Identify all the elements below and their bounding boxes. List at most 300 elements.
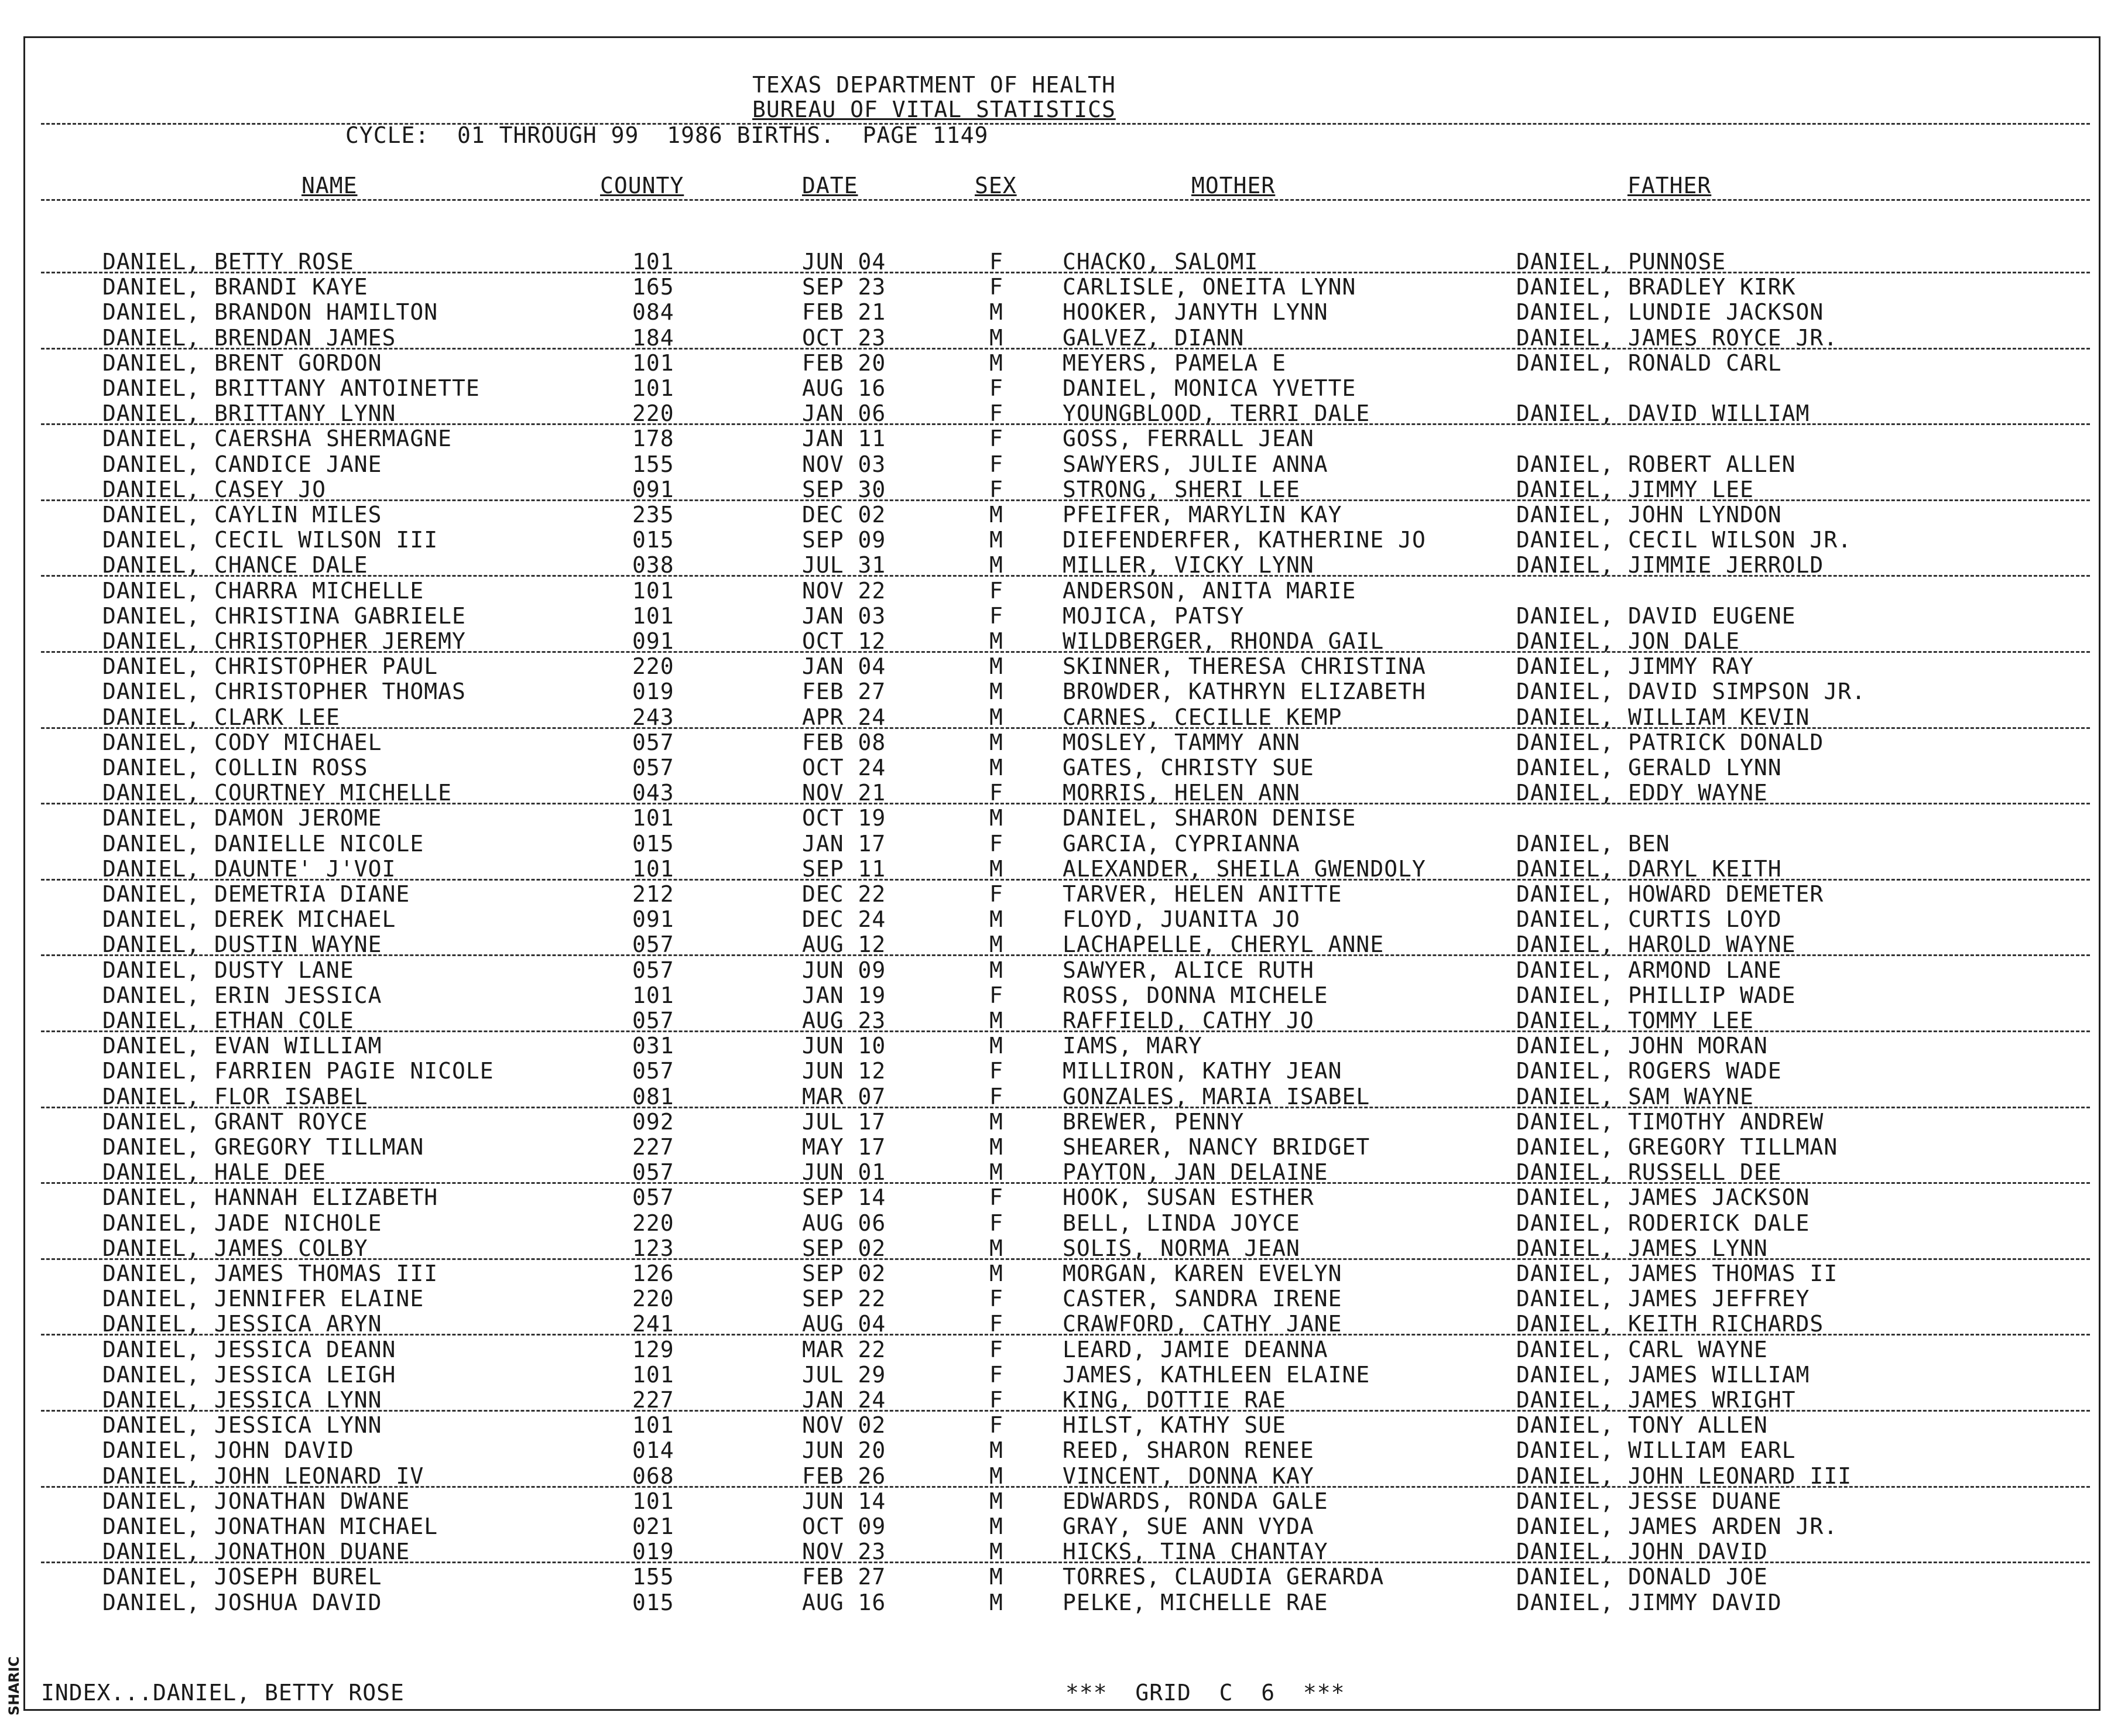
table-row bbox=[0, 477, 2128, 502]
cell-name: DANIEL, CHANCE DALE bbox=[102, 552, 368, 578]
cell-mother: MORGAN, KAREN EVELYN bbox=[1063, 1261, 1342, 1286]
cell-sex: F bbox=[989, 451, 1003, 477]
cell-mother: ROSS, DONNA MICHELE bbox=[1063, 982, 1328, 1008]
cell-name: DANIEL, BETTY ROSE bbox=[102, 249, 354, 275]
cell-mother: TORRES, CLAUDIA GERARDA bbox=[1063, 1564, 1385, 1590]
cell-father: DANIEL, WILLIAM EARL bbox=[1516, 1437, 1796, 1464]
cell-sex: M bbox=[989, 1235, 1003, 1261]
cell-county: 235 bbox=[632, 502, 674, 528]
cell-county: 101 bbox=[632, 577, 674, 604]
table-row bbox=[0, 1211, 2128, 1235]
table-row bbox=[0, 755, 2128, 780]
cycle-line: CYCLE: 01 THROUGH 99 1986 BIRTHS. PAGE 1149 bbox=[345, 122, 989, 148]
cell-father: DANIEL, CARL WAYNE bbox=[1516, 1336, 1768, 1362]
cell-county: 101 bbox=[632, 1488, 674, 1514]
cell-date: MAR 22 bbox=[802, 1336, 886, 1362]
cell-mother: CASTER, SANDRA IRENE bbox=[1063, 1286, 1342, 1312]
cell-county: 057 bbox=[632, 957, 674, 983]
cell-sex: F bbox=[989, 881, 1003, 907]
cell-mother: MEYERS, PAMELA E bbox=[1063, 350, 1287, 376]
cell-county: 031 bbox=[632, 1033, 674, 1059]
cell-sex: M bbox=[989, 1463, 1003, 1489]
cell-date: JAN 03 bbox=[802, 602, 886, 629]
cell-father: DANIEL, RUSSELL DEE bbox=[1516, 1159, 1782, 1186]
table-row bbox=[0, 502, 2128, 527]
cell-mother: PAYTON, JAN DELAINE bbox=[1063, 1159, 1328, 1186]
cell-mother: BREWER, PENNY bbox=[1063, 1108, 1245, 1135]
cell-date: FEB 20 bbox=[802, 350, 886, 376]
cell-county: 057 bbox=[632, 729, 674, 755]
cell-sex: F bbox=[989, 400, 1003, 427]
cell-date: AUG 12 bbox=[802, 932, 886, 958]
cell-sex: F bbox=[989, 1083, 1003, 1110]
table-row bbox=[0, 1033, 2128, 1058]
cell-name: DANIEL, BRENT GORDON bbox=[102, 350, 382, 376]
cell-date: AUG 16 bbox=[802, 1589, 886, 1615]
cell-sex: M bbox=[989, 855, 1003, 882]
cell-sex: M bbox=[989, 628, 1003, 654]
cell-county: 057 bbox=[632, 1008, 674, 1033]
cell-date: OCT 09 bbox=[802, 1514, 886, 1539]
cell-date: OCT 24 bbox=[802, 755, 886, 780]
cell-sex: M bbox=[989, 704, 1003, 730]
cell-county: 091 bbox=[632, 628, 674, 654]
cell-mother: DANIEL, MONICA YVETTE bbox=[1063, 375, 1356, 401]
table-row bbox=[0, 553, 2128, 577]
col-name-header: NAME bbox=[301, 173, 358, 198]
cell-sex: M bbox=[989, 1514, 1003, 1539]
cell-name: DANIEL, JAMES THOMAS III bbox=[102, 1261, 438, 1286]
cell-mother: HOOK, SUSAN ESTHER bbox=[1063, 1184, 1314, 1211]
table-row bbox=[0, 705, 2128, 730]
cell-father: DANIEL, JAMES WILLIAM bbox=[1516, 1361, 1810, 1388]
cell-date: MAR 07 bbox=[802, 1083, 886, 1110]
cell-sex: M bbox=[989, 1564, 1003, 1590]
cell-county: 019 bbox=[632, 679, 674, 705]
cell-date: JAN 19 bbox=[802, 982, 886, 1008]
cell-sex: F bbox=[989, 249, 1003, 275]
cell-name: DANIEL, CASEY JO bbox=[102, 476, 327, 502]
cell-sex: F bbox=[989, 602, 1003, 629]
cell-county: 155 bbox=[632, 451, 674, 477]
cell-county: 129 bbox=[632, 1336, 674, 1362]
cell-father: DANIEL, TOMMY LEE bbox=[1516, 1008, 1754, 1033]
cell-name: DANIEL, JESSICA DEANN bbox=[102, 1336, 396, 1362]
cell-date: DEC 22 bbox=[802, 881, 886, 907]
cell-county: 243 bbox=[632, 704, 674, 730]
cell-county: 015 bbox=[632, 1589, 674, 1615]
cell-county: 057 bbox=[632, 1058, 674, 1084]
cell-sex: F bbox=[989, 426, 1003, 452]
cell-father: DANIEL, JIMMY LEE bbox=[1516, 476, 1754, 502]
cell-county: 220 bbox=[632, 653, 674, 680]
cell-county: 015 bbox=[632, 527, 674, 553]
cell-county: 101 bbox=[632, 350, 674, 376]
cell-name: DANIEL, JONATHON DUANE bbox=[102, 1539, 410, 1565]
cell-father: DANIEL, CECIL WILSON JR. bbox=[1516, 527, 1852, 553]
cell-name: DANIEL, DEREK MICHAEL bbox=[102, 906, 396, 933]
table-row bbox=[0, 679, 2128, 704]
table-row bbox=[0, 326, 2128, 350]
cell-county: 155 bbox=[632, 1564, 674, 1590]
cell-date: JAN 04 bbox=[802, 653, 886, 680]
cell-father: DANIEL, DAVID SIMPSON JR. bbox=[1516, 679, 1866, 705]
cell-mother: SKINNER, THERESA CHRISTINA bbox=[1063, 653, 1426, 680]
cell-name: DANIEL, DUSTIN WAYNE bbox=[102, 932, 382, 958]
cell-father: DANIEL, BEN bbox=[1516, 830, 1670, 857]
table-row bbox=[0, 1413, 2128, 1437]
cell-county: 101 bbox=[632, 982, 674, 1008]
cell-date: OCT 19 bbox=[802, 805, 886, 831]
cell-county: 101 bbox=[632, 1361, 674, 1388]
cell-mother: RAFFIELD, CATHY JO bbox=[1063, 1008, 1314, 1033]
cell-date: SEP 22 bbox=[802, 1286, 886, 1312]
table-row bbox=[0, 932, 2128, 957]
table-row bbox=[0, 1388, 2128, 1412]
cell-county: 068 bbox=[632, 1463, 674, 1489]
cell-father: DANIEL, DONALD JOE bbox=[1516, 1564, 1768, 1590]
cell-date: OCT 23 bbox=[802, 324, 886, 351]
cell-county: 126 bbox=[632, 1261, 674, 1286]
cell-sex: F bbox=[989, 375, 1003, 401]
cell-sex: M bbox=[989, 729, 1003, 755]
table-row bbox=[0, 1590, 2128, 1615]
cell-sex: M bbox=[989, 906, 1003, 933]
cell-date: NOV 23 bbox=[802, 1539, 886, 1565]
cell-county: 101 bbox=[632, 855, 674, 882]
col-father-header: FATHER bbox=[1627, 173, 1712, 198]
cell-mother: DANIEL, SHARON DENISE bbox=[1063, 805, 1356, 831]
cell-date: JAN 06 bbox=[802, 400, 886, 427]
cell-sex: M bbox=[989, 1488, 1003, 1514]
cell-father: DANIEL, DAVID WILLIAM bbox=[1516, 400, 1810, 427]
cell-county: 014 bbox=[632, 1437, 674, 1464]
table-row bbox=[0, 426, 2128, 451]
cell-name: DANIEL, JONATHAN DWANE bbox=[102, 1488, 410, 1514]
cell-father: DANIEL, PUNNOSE bbox=[1516, 249, 1726, 275]
cell-name: DANIEL, HALE DEE bbox=[102, 1159, 327, 1186]
cell-name: DANIEL, CHRISTOPHER THOMAS bbox=[102, 679, 466, 705]
cell-mother: MILLER, VICKY LYNN bbox=[1063, 552, 1314, 578]
cell-mother: MORRIS, HELEN ANN bbox=[1063, 780, 1300, 806]
cell-date: JUN 01 bbox=[802, 1159, 886, 1186]
cell-date: JUN 09 bbox=[802, 957, 886, 983]
table-row bbox=[0, 1464, 2128, 1488]
cell-date: NOV 22 bbox=[802, 577, 886, 604]
cell-sex: M bbox=[989, 502, 1003, 528]
cell-sex: F bbox=[989, 1336, 1003, 1362]
cell-date: FEB 08 bbox=[802, 729, 886, 755]
table-row bbox=[0, 780, 2128, 805]
table-row bbox=[0, 1185, 2128, 1210]
cell-father: DANIEL, ROBERT ALLEN bbox=[1516, 451, 1796, 477]
cell-father: DANIEL, HOWARD DEMETER bbox=[1516, 881, 1824, 907]
cell-date: NOV 21 bbox=[802, 780, 886, 806]
cell-name: DANIEL, DAUNTE' J'VOI bbox=[102, 855, 396, 882]
cell-name: DANIEL, CODY MICHAEL bbox=[102, 729, 382, 755]
cell-sex: F bbox=[989, 780, 1003, 806]
cell-date: SEP 14 bbox=[802, 1184, 886, 1211]
table-row bbox=[0, 1489, 2128, 1514]
table-row bbox=[0, 1286, 2128, 1311]
table-row bbox=[0, 275, 2128, 299]
cell-father: DANIEL, JIMMY RAY bbox=[1516, 653, 1754, 680]
row-divider bbox=[41, 575, 2090, 577]
stamp-text: SHARIC bbox=[6, 1656, 22, 1716]
cell-name: DANIEL, ERIN JESSICA bbox=[102, 982, 382, 1008]
cell-mother: BELL, LINDA JOYCE bbox=[1063, 1210, 1300, 1236]
cell-date: AUG 23 bbox=[802, 1008, 886, 1033]
row-divider bbox=[41, 727, 2090, 729]
table-row bbox=[0, 907, 2128, 932]
cell-date: APR 24 bbox=[802, 704, 886, 730]
table-row bbox=[0, 629, 2128, 653]
bureau-title: BUREAU OF VITAL STATISTICS bbox=[752, 97, 1116, 122]
cell-date: AUG 16 bbox=[802, 375, 886, 401]
cell-date: SEP 11 bbox=[802, 855, 886, 882]
table-row bbox=[0, 604, 2128, 628]
table-row bbox=[0, 376, 2128, 400]
cell-father: DANIEL, SAM WAYNE bbox=[1516, 1083, 1754, 1110]
cell-date: DEC 02 bbox=[802, 502, 886, 528]
row-divider bbox=[41, 1030, 2090, 1032]
row-divider bbox=[41, 1410, 2090, 1412]
cell-sex: M bbox=[989, 527, 1003, 553]
cell-mother: LACHAPELLE, CHERYL ANNE bbox=[1063, 932, 1385, 958]
cell-mother: PFEIFER, MARYLIN KAY bbox=[1063, 502, 1342, 528]
cell-father: DANIEL, JAMES JEFFREY bbox=[1516, 1286, 1810, 1312]
table-row bbox=[0, 806, 2128, 830]
cell-date: MAY 17 bbox=[802, 1134, 886, 1160]
table-row bbox=[0, 654, 2128, 679]
cell-father: DANIEL, ARMOND LANE bbox=[1516, 957, 1782, 983]
cell-mother: CRAWFORD, CATHY JANE bbox=[1063, 1311, 1342, 1337]
table-row bbox=[0, 1236, 2128, 1261]
cell-name: DANIEL, JESSICA ARYN bbox=[102, 1311, 382, 1337]
cell-county: 220 bbox=[632, 1210, 674, 1236]
grid-label: *** GRID C 6 *** bbox=[1065, 1680, 1345, 1706]
cell-sex: M bbox=[989, 1159, 1003, 1186]
cell-mother: GALVEZ, DIANN bbox=[1063, 324, 1245, 351]
cell-father: DANIEL, HAROLD WAYNE bbox=[1516, 932, 1796, 958]
cell-name: DANIEL, CECIL WILSON III bbox=[102, 527, 438, 553]
cell-date: FEB 27 bbox=[802, 1564, 886, 1590]
cell-mother: GARCIA, CYPRIANNA bbox=[1063, 830, 1300, 857]
cell-county: 038 bbox=[632, 552, 674, 578]
cell-sex: M bbox=[989, 1134, 1003, 1160]
cell-name: DANIEL, JOSEPH BUREL bbox=[102, 1564, 382, 1590]
cell-sex: M bbox=[989, 1437, 1003, 1464]
cell-date: JAN 11 bbox=[802, 426, 886, 452]
table-row bbox=[0, 1337, 2128, 1362]
cell-father: DANIEL, LUNDIE JACKSON bbox=[1516, 299, 1824, 326]
row-divider bbox=[41, 1562, 2090, 1563]
cell-name: DANIEL, JOHN LEONARD IV bbox=[102, 1463, 424, 1489]
cell-county: 084 bbox=[632, 299, 674, 326]
cell-name: DANIEL, FLOR ISABEL bbox=[102, 1083, 368, 1110]
cell-mother: ANDERSON, ANITA MARIE bbox=[1063, 577, 1356, 604]
columns-divider bbox=[41, 199, 2090, 201]
cell-date: SEP 02 bbox=[802, 1235, 886, 1261]
cell-father: DANIEL, JIMMIE JERROLD bbox=[1516, 552, 1824, 578]
cell-county: 101 bbox=[632, 249, 674, 275]
cell-father: DANIEL, PHILLIP WADE bbox=[1516, 982, 1796, 1008]
cell-mother: TARVER, HELEN ANITTE bbox=[1063, 881, 1342, 907]
cell-county: 081 bbox=[632, 1083, 674, 1110]
row-divider bbox=[41, 879, 2090, 881]
cell-mother: SAWYERS, JULIE ANNA bbox=[1063, 451, 1328, 477]
cell-mother: SOLIS, NORMA JEAN bbox=[1063, 1235, 1300, 1261]
cell-sex: F bbox=[989, 577, 1003, 604]
row-divider bbox=[41, 1182, 2090, 1184]
cell-mother: BROWDER, KATHRYN ELIZABETH bbox=[1063, 679, 1426, 705]
cell-county: 043 bbox=[632, 780, 674, 806]
row-divider bbox=[41, 1258, 2090, 1260]
cell-sex: M bbox=[989, 755, 1003, 780]
cell-mother: KING, DOTTIE RAE bbox=[1063, 1387, 1287, 1413]
cell-date: SEP 23 bbox=[802, 274, 886, 300]
cell-name: DANIEL, JOSHUA DAVID bbox=[102, 1589, 382, 1615]
cell-mother: YOUNGBLOOD, TERRI DALE bbox=[1063, 400, 1370, 427]
cell-name: DANIEL, JONATHAN MICHAEL bbox=[102, 1514, 438, 1539]
table-row bbox=[0, 730, 2128, 755]
cell-sex: M bbox=[989, 1008, 1003, 1033]
row-divider bbox=[41, 1107, 2090, 1108]
cell-county: 178 bbox=[632, 426, 674, 452]
cell-sex: M bbox=[989, 1033, 1003, 1059]
cell-name: DANIEL, JADE NICHOLE bbox=[102, 1210, 382, 1236]
cell-sex: M bbox=[989, 679, 1003, 705]
cell-name: DANIEL, BRENDAN JAMES bbox=[102, 324, 396, 351]
cell-sex: M bbox=[989, 1108, 1003, 1135]
cell-date: AUG 04 bbox=[802, 1311, 886, 1337]
col-date-header: DATE bbox=[802, 173, 858, 198]
row-divider bbox=[41, 651, 2090, 653]
cell-mother: GRAY, SUE ANN VYDA bbox=[1063, 1514, 1314, 1539]
table-row bbox=[0, 528, 2128, 552]
cell-sex: F bbox=[989, 1058, 1003, 1084]
row-divider bbox=[41, 348, 2090, 350]
cell-name: DANIEL, COLLIN ROSS bbox=[102, 755, 368, 780]
cell-father: DANIEL, JAMES LYNN bbox=[1516, 1235, 1768, 1261]
cell-mother: EDWARDS, RONDA GALE bbox=[1063, 1488, 1328, 1514]
col-county-header: COUNTY bbox=[600, 173, 684, 198]
table-row bbox=[0, 1135, 2128, 1159]
cell-name: DANIEL, GREGORY TILLMAN bbox=[102, 1134, 424, 1160]
cell-father: DANIEL, CURTIS LOYD bbox=[1516, 906, 1782, 933]
cell-name: DANIEL, DUSTY LANE bbox=[102, 957, 354, 983]
cell-county: 101 bbox=[632, 1412, 674, 1439]
cell-sex: F bbox=[989, 982, 1003, 1008]
cell-father: DANIEL, PATRICK DONALD bbox=[1516, 729, 1824, 755]
cell-mother: STRONG, SHERI LEE bbox=[1063, 476, 1300, 502]
cell-county: 057 bbox=[632, 932, 674, 958]
cell-name: DANIEL, EVAN WILLIAM bbox=[102, 1033, 382, 1059]
cell-date: JAN 24 bbox=[802, 1387, 886, 1413]
cell-date: SEP 02 bbox=[802, 1261, 886, 1286]
cell-father: DANIEL, JOHN LEONARD III bbox=[1516, 1463, 1852, 1489]
cell-name: DANIEL, HANNAH ELIZABETH bbox=[102, 1184, 438, 1211]
cell-mother: LEARD, JAMIE DEANNA bbox=[1063, 1336, 1328, 1362]
cell-father: DANIEL, ROGERS WADE bbox=[1516, 1058, 1782, 1084]
row-divider bbox=[41, 499, 2090, 501]
cell-sex: M bbox=[989, 805, 1003, 831]
table-row bbox=[0, 1362, 2128, 1387]
cell-father: DANIEL, EDDY WAYNE bbox=[1516, 780, 1768, 806]
cell-name: DANIEL, JAMES COLBY bbox=[102, 1235, 368, 1261]
cell-mother: CARLISLE, ONEITA LYNN bbox=[1063, 274, 1356, 300]
table-row bbox=[0, 882, 2128, 906]
table-row bbox=[0, 831, 2128, 856]
cell-sex: F bbox=[989, 1387, 1003, 1413]
cell-sex: F bbox=[989, 830, 1003, 857]
cell-mother: ALEXANDER, SHEILA GWENDOLY bbox=[1063, 855, 1426, 882]
cell-mother: PELKE, MICHELLE RAE bbox=[1063, 1589, 1328, 1615]
cell-mother: CARNES, CECILLE KEMP bbox=[1063, 704, 1342, 730]
cell-sex: F bbox=[989, 476, 1003, 502]
table-row bbox=[0, 1564, 2128, 1589]
cell-date: OCT 12 bbox=[802, 628, 886, 654]
cell-county: 057 bbox=[632, 755, 674, 780]
cell-county: 101 bbox=[632, 805, 674, 831]
cell-name: DANIEL, CHRISTOPHER JEREMY bbox=[102, 628, 466, 654]
cell-date: DEC 24 bbox=[802, 906, 886, 933]
cell-mother: HILST, KATHY SUE bbox=[1063, 1412, 1287, 1439]
cell-father: DANIEL, DARYL KEITH bbox=[1516, 855, 1782, 882]
row-divider bbox=[41, 954, 2090, 956]
table-row bbox=[0, 1539, 2128, 1564]
cell-father: DANIEL, JAMES THOMAS II bbox=[1516, 1261, 1838, 1286]
cell-father: DANIEL, RONALD CARL bbox=[1516, 350, 1782, 376]
cell-sex: M bbox=[989, 552, 1003, 578]
cell-date: JUN 20 bbox=[802, 1437, 886, 1464]
cell-mother: GONZALES, MARIA ISABEL bbox=[1063, 1083, 1370, 1110]
cell-name: DANIEL, COURTNEY MICHELLE bbox=[102, 780, 452, 806]
cell-name: DANIEL, ETHAN COLE bbox=[102, 1008, 354, 1033]
cell-mother: GATES, CHRISTY SUE bbox=[1063, 755, 1314, 780]
table-row bbox=[0, 452, 2128, 477]
cell-name: DANIEL, CHRISTOPHER PAUL bbox=[102, 653, 438, 680]
cell-mother: DIEFENDERFER, KATHERINE JO bbox=[1063, 527, 1426, 553]
cell-mother: FLOYD, JUANITA JO bbox=[1063, 906, 1300, 933]
table-row bbox=[0, 1261, 2128, 1286]
cell-county: 212 bbox=[632, 881, 674, 907]
cell-mother: SHEARER, NANCY BRIDGET bbox=[1063, 1134, 1370, 1160]
cell-mother: GOSS, FERRALL JEAN bbox=[1063, 426, 1314, 452]
row-divider bbox=[41, 1486, 2090, 1488]
row-divider bbox=[41, 272, 2090, 273]
cell-date: FEB 26 bbox=[802, 1463, 886, 1489]
cell-sex: F bbox=[989, 274, 1003, 300]
cell-name: DANIEL, CHRISTINA GABRIELE bbox=[102, 602, 466, 629]
cell-sex: F bbox=[989, 1311, 1003, 1337]
cell-county: 165 bbox=[632, 274, 674, 300]
cell-date: JUL 31 bbox=[802, 552, 886, 578]
cell-father: DANIEL, TONY ALLEN bbox=[1516, 1412, 1768, 1439]
cell-county: 227 bbox=[632, 1387, 674, 1413]
cell-mother: WILDBERGER, RHONDA GAIL bbox=[1063, 628, 1385, 654]
cell-date: JUL 29 bbox=[802, 1361, 886, 1388]
table-row bbox=[0, 300, 2128, 324]
cell-mother: HOOKER, JANYTH LYNN bbox=[1063, 299, 1328, 326]
cell-name: DANIEL, DAMON JEROME bbox=[102, 805, 382, 831]
row-divider bbox=[41, 803, 2090, 804]
cell-father: DANIEL, JAMES ROYCE JR. bbox=[1516, 324, 1838, 351]
table-row bbox=[0, 1084, 2128, 1109]
cell-name: DANIEL, JESSICA LYNN bbox=[102, 1412, 382, 1439]
cell-father: DANIEL, JOHN LYNDON bbox=[1516, 502, 1782, 528]
cell-date: SEP 09 bbox=[802, 527, 886, 553]
